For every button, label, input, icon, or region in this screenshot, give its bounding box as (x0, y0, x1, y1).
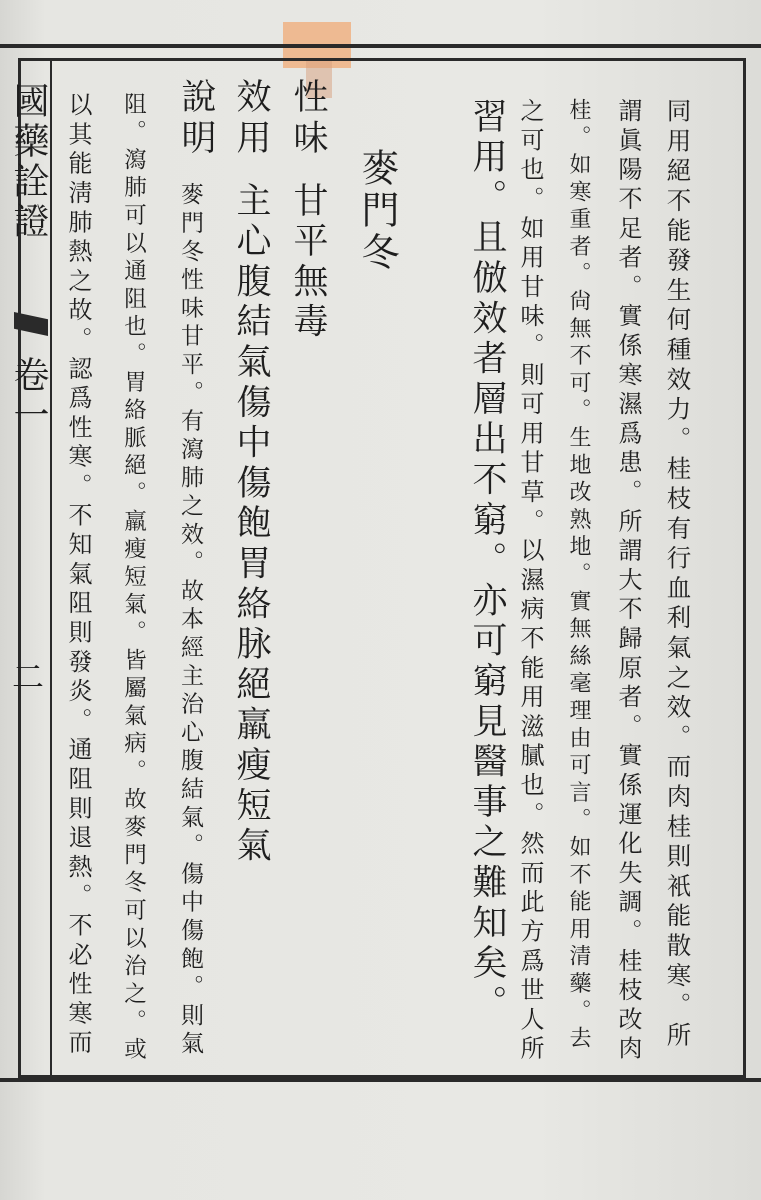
gutter-line (50, 58, 52, 1078)
text-explanation: 麥門冬性味甘平。有瀉肺之效。故本經主治心腹結氣。傷中傷飽。則氣 (177, 182, 203, 1060)
text-column-4: 之可也。如用甘味。則可用甘草。以濕病不能用滋膩也。然而此方爲世人所 (516, 98, 544, 1065)
text-property: 甘平無毒 (288, 182, 328, 344)
book-title: 國藥詮證 (8, 82, 49, 242)
text-column-5: 習用。且倣效者層出不窮。亦可窮見醫事之難知矣。 (467, 98, 507, 1025)
page-number: 二 (7, 660, 45, 696)
label-effect: 效用 (231, 78, 271, 160)
text-column-1: 同用絕不能發生何種效力。桂枝有行血利氣之效。而肉桂則衹能散寒。所 (663, 98, 693, 1052)
text-continuation-2: 以其能淸肺熱之故。認爲性寒。不知氣阻則發炎。通阻則退熱。不必性寒而 (64, 92, 92, 1059)
top-rule (0, 44, 761, 48)
bottom-rule (0, 1078, 761, 1082)
entry-heading: 麥門冬 (355, 148, 399, 274)
label-property: 性味 (288, 78, 328, 160)
text-continuation-1: 阻。瀉肺可以通阻也。胃絡脈絕。羸瘦短氣。皆屬氣病。故麥門冬可以治之。或 (120, 92, 147, 1065)
text-column-2: 謂眞陽不足者。實係寒濕爲患。所謂大不歸原者。實係運化失調。桂枝改肉 (614, 98, 642, 1065)
text-effect: 主心腹結氣傷中傷飽胃絡脉絕羸瘦短氣 (231, 182, 271, 868)
label-explanation: 說明 (176, 78, 216, 160)
volume-label: 卷一 (8, 356, 49, 436)
text-column-3: 桂。如寒重者。尙無不可。生地改熟地。實無絲毫理由可言。如不能用清藥。去 (566, 98, 591, 1054)
